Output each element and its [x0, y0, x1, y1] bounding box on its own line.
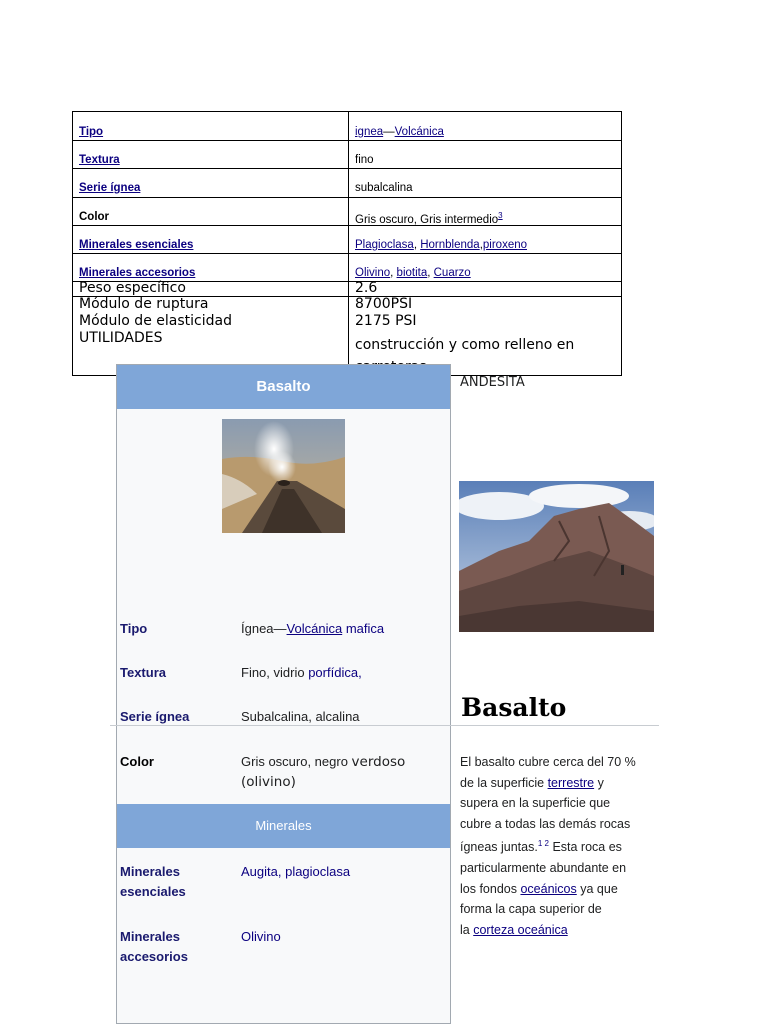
article-link[interactable]: oceánicos — [520, 881, 577, 896]
volcano-image[interactable] — [222, 419, 345, 533]
table-row — [73, 281, 621, 297]
ib-textura-porfidica: porfídica — [308, 665, 359, 680]
ib-label-textura: Textura — [120, 665, 166, 680]
table-row — [73, 168, 621, 198]
ib-value-esenciales: Augita, plagioclasa — [241, 864, 351, 879]
link-hornblenda[interactable]: Hornblenda — [420, 239, 480, 251]
article-text — [460, 752, 660, 941]
table-row — [73, 197, 621, 226]
row-label-elasticidad: Módulo de elasticidad — [79, 313, 232, 329]
sep: , — [427, 267, 434, 279]
article-line — [460, 834, 660, 858]
row-value-accesorios — [355, 267, 471, 279]
andesita-label: ANDESITA — [460, 375, 525, 390]
ib-label-serie: Serie ígnea — [120, 709, 190, 724]
row-label-serie[interactable]: Serie ígnea — [79, 182, 141, 194]
article-text-span: forma la capa superior de — [460, 902, 602, 917]
ib-label-tipo: Tipo — [120, 621, 148, 636]
row-value-ruptura: 8700PSI — [355, 296, 413, 312]
article-line — [460, 899, 660, 920]
article-link[interactable]: terrestre — [547, 775, 595, 790]
ib-textura-text: Fino, vidrio — [241, 665, 309, 680]
row-label-utilidades: UTILIDADES — [79, 330, 163, 346]
row-value-elasticidad: 2175 PSI — [355, 313, 417, 329]
article-line — [460, 858, 660, 879]
label-line1: Minerales — [120, 929, 180, 944]
sep: , — [390, 267, 397, 279]
ref-3[interactable]: 3 — [498, 211, 503, 220]
label-line2: accesorios — [120, 949, 188, 964]
link-ib-volcanica[interactable]: Volcánica — [286, 621, 343, 636]
row-value-esenciales — [355, 239, 527, 251]
article-line — [460, 879, 660, 900]
ib-value-color — [241, 752, 441, 792]
ib-color-olivino: (olivino) — [241, 774, 296, 790]
ib-value-tipo — [241, 619, 384, 639]
ib-label-esenciales — [120, 862, 186, 902]
volcano-photo — [222, 419, 345, 533]
table-row — [73, 112, 621, 141]
row-label-ruptura: Módulo de ruptura — [79, 296, 209, 312]
row-label-textura[interactable]: Textura — [79, 154, 120, 166]
article-text-span: los fondos — [460, 881, 521, 896]
link-piroxeno[interactable]: piroxeno — [482, 239, 528, 251]
row-label-esenciales[interactable]: Minerales esenciales — [79, 239, 194, 251]
article-text-span: Esta roca es — [548, 840, 622, 855]
table-row — [73, 225, 621, 254]
article-line — [460, 752, 660, 773]
article-text-span: y — [594, 775, 604, 790]
article-text-span: cubre a todas las demás rocas — [460, 816, 631, 831]
basalt-mountain-image[interactable] — [459, 481, 654, 632]
article-text-span: ya que — [576, 881, 618, 896]
row-label-tipo[interactable]: Tipo — [79, 126, 104, 138]
article-line — [460, 773, 660, 794]
article-line — [460, 920, 660, 941]
article-text-span: particularmente abundante en — [460, 861, 627, 876]
row-label-peso: Peso específico — [79, 280, 186, 296]
ib-tipo-mafica: mafica — [342, 621, 385, 636]
link-olivino[interactable]: Olivino — [355, 267, 391, 279]
sep: , — [413, 239, 421, 251]
article-title: Basalto — [461, 693, 567, 722]
article-text-span: la — [460, 922, 474, 937]
ib-label-accesorios — [120, 927, 188, 967]
title-underline — [110, 725, 659, 726]
link-volcanica[interactable]: Volcánica — [394, 126, 444, 138]
mountain-photo — [459, 481, 654, 632]
article-link[interactable]: corteza oceánica — [473, 922, 568, 937]
row-value-color — [355, 211, 503, 226]
article-text-span: de la superficie — [460, 775, 548, 790]
ib-color-verdoso: verdoso — [351, 754, 406, 770]
label-line1: Minerales — [120, 864, 180, 879]
row-value-peso: 2.6 — [355, 280, 378, 296]
article-text-span: El basalto cubre cerca del 70 % — [460, 755, 636, 769]
ib-label-color: Color — [120, 754, 154, 769]
dash: — — [383, 126, 395, 138]
row-value-tipo — [355, 126, 444, 138]
article-ref[interactable]: 1 2 — [537, 839, 549, 849]
infobox-title: Basalto — [117, 365, 450, 409]
ib-tipo-text: Ígnea— — [241, 621, 287, 636]
properties-table — [72, 111, 622, 376]
row-label-color: Color — [79, 211, 110, 223]
color-value: Gris oscuro, Gris intermedio — [355, 213, 499, 226]
link-cuarzo[interactable]: Cuarzo — [433, 267, 471, 279]
article-line — [460, 814, 660, 835]
ib-value-textura — [241, 663, 362, 683]
table-row — [73, 253, 621, 282]
row-label-accesorios[interactable]: Minerales accesorios — [79, 267, 196, 279]
row-value-utilidades: construcción y como relleno en — [355, 337, 575, 353]
ib-textura-comma: , — [358, 665, 362, 680]
ib-value-serie: Subalcalina, alcalina — [241, 709, 360, 724]
article-line — [460, 793, 660, 814]
minerales-header: Minerales — [117, 804, 450, 848]
infobox — [116, 364, 451, 1024]
article-text-span: ígneas juntas. — [460, 840, 538, 855]
row-value-textura: fino — [355, 154, 374, 166]
label-line2: esenciales — [120, 884, 186, 899]
link-biotita[interactable]: biotita — [396, 267, 428, 279]
link-ignea[interactable]: ignea — [355, 126, 384, 138]
table-row — [73, 140, 621, 169]
ib-value-accesorios: Olivino — [241, 929, 281, 944]
sep: , — [479, 239, 483, 251]
row-value-serie: subalcalina — [355, 182, 413, 194]
link-plagioclasa[interactable]: Plagioclasa — [355, 239, 414, 251]
ib-color-text: Gris oscuro, negro — [241, 754, 352, 769]
article-text-span: supera en la superficie que — [460, 796, 611, 811]
